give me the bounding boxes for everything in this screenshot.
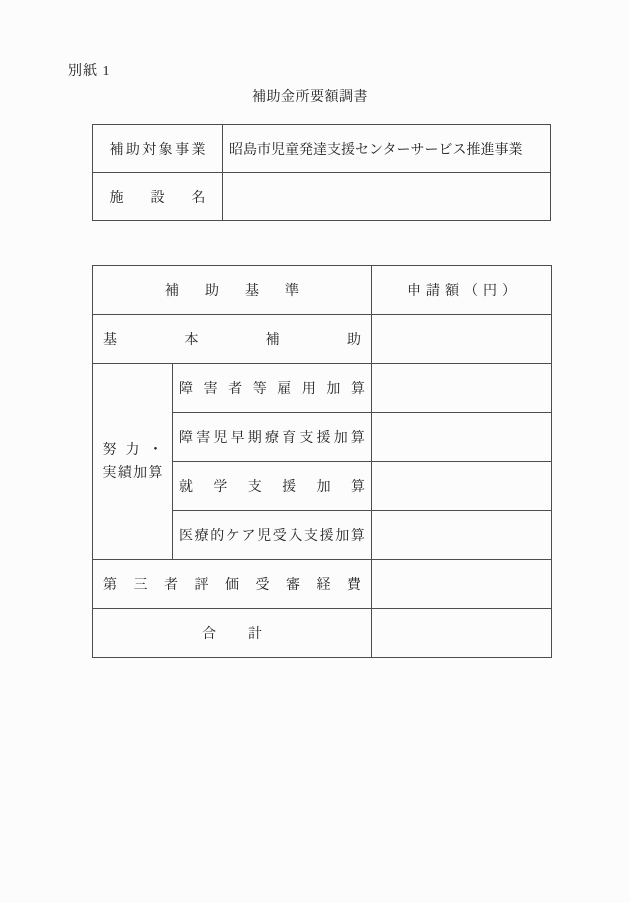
effort-item-label: 障 害 者 等 雇 用 加 算 — [179, 382, 365, 397]
subsidy-target-label-cell — [93, 125, 223, 173]
page-title: 補助金所要額調書 — [252, 90, 368, 105]
table-row — [93, 560, 552, 609]
attachment-label: 別紙 1 — [68, 64, 111, 79]
effort-item-label-cell — [173, 511, 372, 560]
effort-item-amount-cell — [372, 413, 552, 462]
facility-name-value-cell — [223, 173, 551, 221]
basic-subsidy-label: 基 本 補 助 — [103, 333, 361, 348]
table-row — [93, 266, 552, 315]
third-party-eval-label-cell — [93, 560, 372, 609]
table-row — [93, 364, 552, 413]
effort-item-amount-cell — [372, 511, 552, 560]
table-row — [93, 315, 552, 364]
amount-header-label: 申請額（円） — [407, 284, 521, 299]
effort-item-amount-cell — [372, 364, 552, 413]
amount-header-cell — [372, 266, 552, 315]
info-table — [92, 124, 551, 221]
table-row — [93, 609, 552, 658]
effort-group-label-line1: 努 力 ・ — [102, 442, 163, 458]
facility-name-label: 施 設 名 — [109, 190, 206, 206]
table-row — [93, 125, 551, 173]
total-amount-cell — [372, 609, 552, 658]
effort-group-label-cell — [93, 364, 173, 560]
effort-item-label: 医 療 的 ケ ア 児 受 入 支 援 加 算 — [179, 529, 365, 544]
effort-item-label-cell — [173, 364, 372, 413]
third-party-eval-amount-cell — [372, 560, 552, 609]
criteria-header-label: 補 助 基 準 — [165, 284, 299, 299]
criteria-header-cell — [93, 266, 372, 315]
effort-item-label-cell — [173, 413, 372, 462]
subsidy-target-value-cell: 昭島市児童発達支援センターサービス推進事業 — [223, 125, 551, 173]
basic-subsidy-label-cell — [93, 315, 372, 364]
facility-name-label-cell — [93, 173, 223, 221]
effort-group-label-line2: 実 績 加 算 — [102, 465, 163, 481]
doc-title-wrap — [0, 86, 620, 106]
amount-table — [92, 265, 552, 658]
total-label: 合 計 — [202, 627, 262, 642]
effort-item-label-cell — [173, 462, 372, 511]
third-party-eval-label: 第 三 者 評 価 受 審 経 費 — [103, 578, 361, 593]
basic-subsidy-amount-cell — [372, 315, 552, 364]
table-row — [93, 173, 551, 221]
subsidy-target-label: 補 助 対 象 事 業 — [109, 142, 206, 158]
effort-item-label: 就 学 支 援 加 算 — [179, 480, 365, 495]
effort-item-label: 障 害 児 早 期 療 育 支 援 加 算 — [179, 431, 365, 446]
total-label-cell — [93, 609, 372, 658]
effort-item-amount-cell — [372, 462, 552, 511]
